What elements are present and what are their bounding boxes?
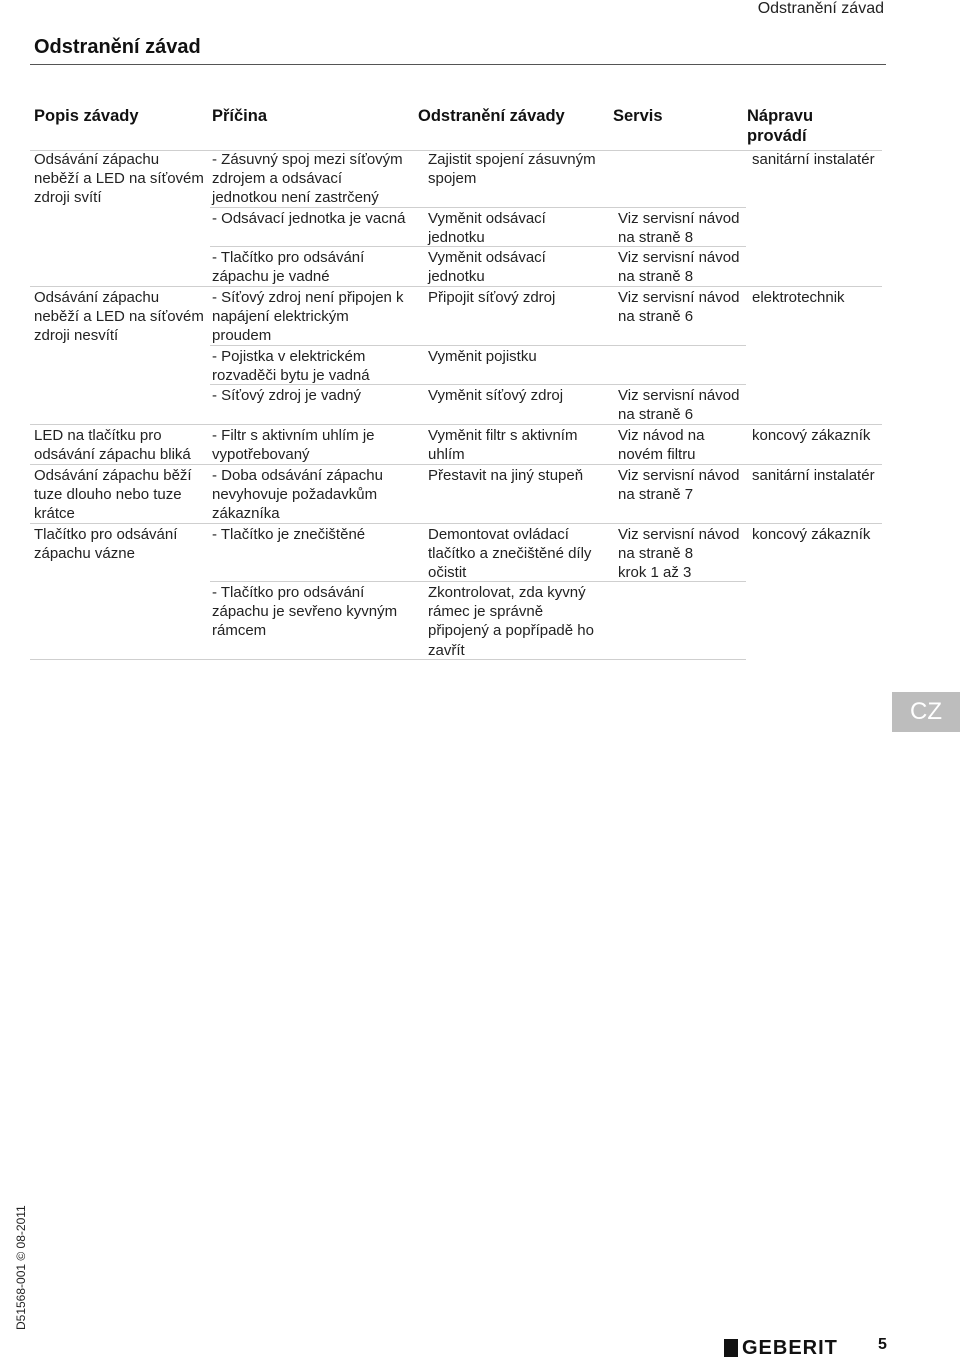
row-1-odstraneni: Vyměnit odsávací jednotku bbox=[428, 210, 546, 247]
document-code bbox=[0, 1205, 28, 1330]
row-0-odstraneni: Zajistit spojení zásuvným spojem bbox=[428, 151, 596, 188]
row-5-servis: Viz servisní návod na straně 6 bbox=[618, 387, 740, 424]
row-4-pricina: - Pojistka v elektrickém rozvaděči bytu je vadná bbox=[212, 348, 370, 385]
row-rule bbox=[30, 286, 882, 287]
row-rule bbox=[30, 424, 882, 425]
row-8-odstraneni: Demontovat ovládací tlačítko a znečištěné díly očistit bbox=[428, 526, 592, 582]
header-pricina: Příčina bbox=[212, 107, 268, 125]
running-head: Odstranění závad bbox=[757, 0, 884, 17]
row-2-odstraneni: Vyměnit odsávací jednotku bbox=[428, 249, 546, 286]
brand-logo bbox=[724, 1337, 856, 1359]
row-7-odstraneni: Přestavit na jiný stupeň bbox=[428, 467, 584, 484]
row-9-odstraneni: Zkontrolovat, zda kyvný rámec je správně připojený a popřípadě ho zavřít bbox=[428, 584, 594, 659]
row-rule bbox=[210, 207, 746, 208]
row-1-servis: Viz servisní návod na straně 8 bbox=[618, 210, 740, 247]
row-8-pricina: - Tlačítko je znečištěné bbox=[212, 526, 366, 543]
header-napravu: Nápravu provádí bbox=[747, 107, 814, 145]
row-rule bbox=[210, 581, 746, 582]
header-popis: Popis závady bbox=[34, 107, 139, 125]
row-9-pricina: - Tlačítko pro odsávání zápachu je sevřeno kyvným rámcem bbox=[212, 584, 398, 640]
brand-logo-text: GEBERIT bbox=[742, 1337, 838, 1359]
row-rule bbox=[30, 523, 882, 524]
row-3-popis: Odsávání zápachu neběží a LED na síťovém zdroji nesvítí bbox=[34, 289, 204, 345]
row-3-pricina: - Síťový zdroj není připojen k napájení elektrickým proudem bbox=[212, 289, 404, 345]
row-rule bbox=[210, 345, 746, 346]
header-servis: Servis bbox=[613, 107, 663, 125]
row-0-napravu: sanitární instalatér bbox=[752, 151, 875, 168]
brand-logo-square bbox=[724, 1339, 738, 1357]
row-8-popis: Tlačítko pro odsávání zápachu vázne bbox=[34, 526, 178, 563]
row-rule bbox=[30, 464, 882, 465]
row-7-servis: Viz servisní návod na straně 7 bbox=[618, 467, 740, 504]
row-6-pricina: - Filtr s aktivním uhlím je vypotřebovaný bbox=[212, 427, 375, 464]
row-7-popis: Odsávání zápachu běží tuze dlouho nebo tuze krátce bbox=[34, 467, 192, 523]
language-tab: CZ bbox=[892, 692, 960, 732]
table-bottom-rule bbox=[30, 659, 746, 660]
row-rule bbox=[210, 246, 746, 247]
row-3-servis: Viz servisní návod na straně 6 bbox=[618, 289, 740, 326]
row-1-pricina: - Odsávací jednotka je vacná bbox=[212, 210, 406, 227]
page-number: 5 bbox=[878, 1336, 887, 1353]
title-rule bbox=[30, 64, 886, 65]
row-3-napravu: elektrotechnik bbox=[752, 289, 845, 306]
row-4-odstraneni: Vyměnit pojistku bbox=[428, 348, 537, 365]
row-rule bbox=[210, 384, 746, 385]
row-0-pricina: - Zásuvný spoj mezi síťovým zdrojem a odsávací jednotkou není zastrčený bbox=[212, 151, 403, 207]
row-5-odstraneni: Vyměnit síťový zdroj bbox=[428, 387, 564, 404]
row-6-popis: LED na tlačítku pro odsávání zápachu bliká bbox=[34, 427, 191, 464]
row-3-odstraneni: Připojit síťový zdroj bbox=[428, 289, 556, 306]
row-6-servis: Viz návod na novém filtru bbox=[618, 427, 705, 464]
row-6-napravu: koncový zákazník bbox=[752, 427, 871, 444]
document-code-text: D51568-001 © 08-2011 bbox=[14, 1205, 28, 1330]
row-8-servis: Viz servisní návod na straně 8 krok 1 až 3 bbox=[618, 526, 740, 582]
section-title: Odstranění závad bbox=[34, 36, 201, 58]
row-7-napravu: sanitární instalatér bbox=[752, 467, 875, 484]
row-0-popis: Odsávání zápachu neběží a LED na síťovém zdroji svítí bbox=[34, 151, 204, 207]
row-2-pricina: - Tlačítko pro odsávání zápachu je vadné bbox=[212, 249, 365, 286]
row-2-servis: Viz servisní návod na straně 8 bbox=[618, 249, 740, 286]
header-odstraneni: Odstranění závady bbox=[418, 107, 565, 125]
row-5-pricina: - Síťový zdroj je vadný bbox=[212, 387, 362, 404]
row-6-odstraneni: Vyměnit filtr s aktivním uhlím bbox=[428, 427, 578, 464]
row-8-napravu: koncový zákazník bbox=[752, 526, 871, 543]
row-7-pricina: - Doba odsávání zápachu nevyhovuje požadavkům zákazníka bbox=[212, 467, 383, 523]
